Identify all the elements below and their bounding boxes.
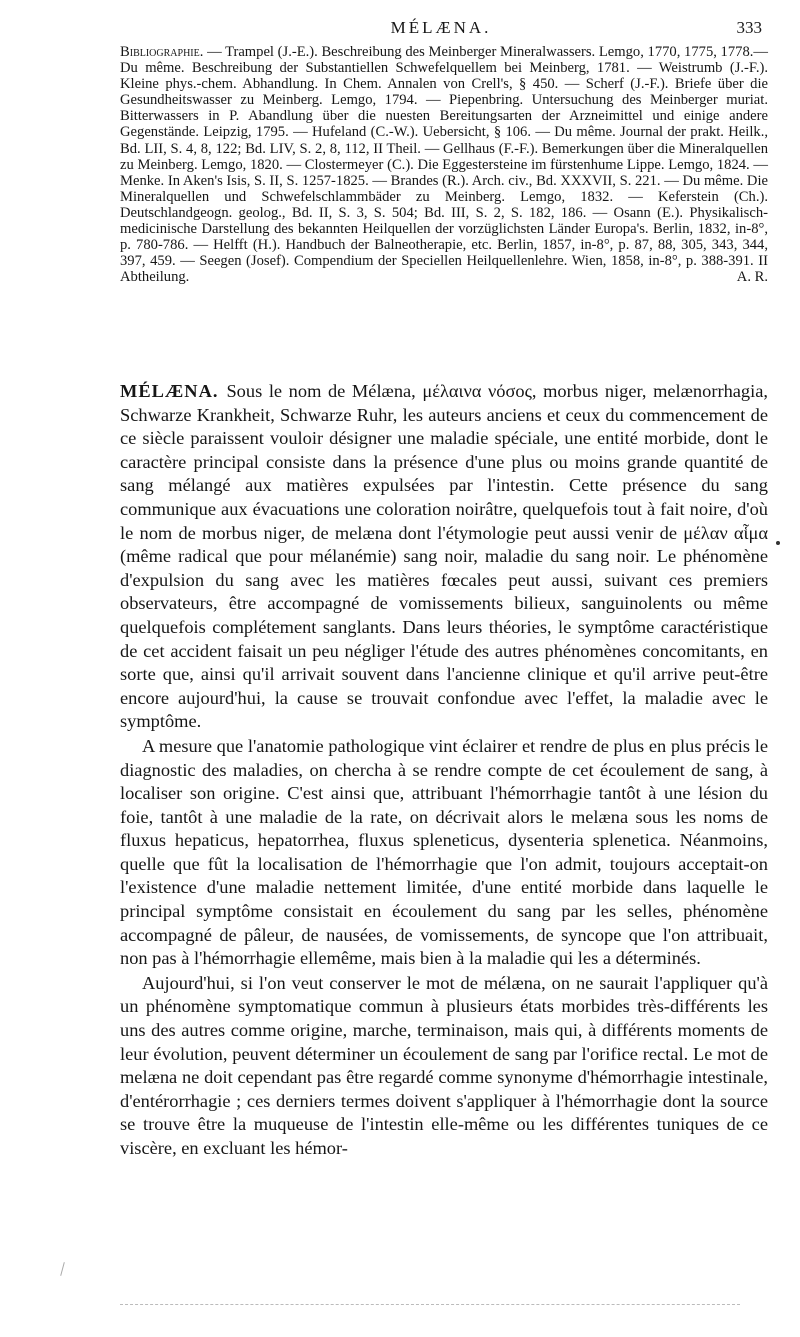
running-title: MÉLÆNA. (390, 18, 492, 37)
bibliography-block (120, 44, 768, 285)
article-paragraph-3: Aujourd'hui, si l'on veut conserver le mot de mélæna, on ne saurait l'appliquer qu'à un phénomène symptomatique commun à plusieurs états morbides très-différents les uns des autres comme origine, marche, terminaison, mais qui, à différents moments de leur évolution, peuvent déterminer un écoulement de sang par l'orifice rectal. Le mot de melæna ne doit cependant pas être regardé comme synonyme d'hémorrhagie intestinale, d'entérorrhagie ; ces derniers termes doivent s'appliquer à l'hémorrhagie dont la source se trouve être la muqueuse de l'intestin elle-même ou les différentes tuniques de ce viscère, en excluant les hémor- (120, 972, 768, 1158)
scan-mark (60, 1262, 65, 1276)
bibliography-label: Bibliographie. (120, 44, 204, 60)
article-paragraph-1-text: Sous le nom de Mélæna, μέλαινα νόσος, morbus niger, melænorrhagia, Schwarze Krankheit, Schwarze Ruhr, les auteurs anciens et ceux du commencement de ce siècle paraissent vouloir désigner une maladie spéciale, une entité morbide, dont le caractère principal consiste dans la présence d'une plus ou moins grande quantité de sang mélangé aux matières expulsées par l'intestin. Cette présence du sang communique aux évacuations une coloration noirâtre, quelquefois tout à fait noire, d'où le nom de morbus niger, de melæna dont l'étymologie peut aussi venir de μέλαν αἷμα (même radical que pour mélanémie) sang noir, maladie du sang noir. Le phénomène d'expulsion du sang avec les matières fœcales peut aussi, suivant ces premiers observateurs, être accompagné de vomissements bilieux, sanguinolents ou même quelquefois complétement sanglants. Dans leurs théories, le symptôme caractéristique de cet accident faisait un peu négliger l'étude des autres phénomènes concomitants, en sorte que, ainsi qu'il arrivait souvent dans l'ancienne clinique et qu'il arrive peut-être encore aujourd'hui, la cause se trouvait confondue avec l'effet, la maladie avec le symptôme. (120, 381, 768, 732)
bibliography-paragraph (120, 44, 768, 285)
article-body (120, 380, 768, 1161)
margin-mark (776, 541, 780, 545)
author-signature: A. R. (736, 269, 768, 286)
bibliography-text: — Trampel (J.-E.). Beschreibung des Meinberger Mineralwassers. Lemgo, 1770, 1775, 1778.—Du même. Beschreibung der Substantiellen Schwefelquellem bei Meinberg, 1781. — Weistrumb (J.-F.). Kleine phys.-chem. Abhandlung. In Chem. Annalen von Crell's, § 450. — Scherf (J.-F.). Briefe über die Gesundheitswasser zu Meinberg. Lemgo, 1794. — Piepenbring. Untersuchung des Meinberger muriat. Bitterwassers in P. Abandlung über die nuesten Bereitungsarten der Arzneimittel und einige andere Gegenstände. Leipzig, 1795. — Hufeland (C.-W.). Uebersicht, § 106. — Du même. Journal der prakt. Heilk., Bd. LII, S. 4, 8, 122; Bd. LIV, S. 2, 8, 112, II Theil. — Gellhaus (F.-F.). Bemerkungen über die Mineralquellen zu Meinberg. Lemgo, 1820. — Clostermeyer (C.). Die Eggestersteine im fürstenhume Lippe. Lemgo, 1824. — Menke. In Aken's Isis, S. II, S. 1257-1825. — Brandes (R.). Arch. civ., Bd. XXXVII, S. 221. — Du même. Die Mineralquellen und Schwefelschlammbäder zu Meinberg. Lemgo, 1832. — Keferstein (Ch.). Deutschlandgeogn. geolog., Bd. II, S. 3, S. 504; Bd. III, S. 2, S. 182, 186. — Osann (E.). Physikalisch-medicinische Darstellung des bekannten Heilquellen der vorzüglichsten Länder Europa's. Berlin, 1832, in-8°, p. 780-786. — Helfft (H.). Handbuch der Balneotherapie, etc. Berlin, 1857, in-8°, p. 87, 88, 305, 343, 344, 397, 459. — Seegen (Josef). Compendium der Speciellen Heilquellenlehre. Wien, 1858, in-8°, p. 388-391. II Abtheilung. (120, 44, 768, 286)
page-header (120, 16, 762, 46)
scan-footer-line (120, 1304, 740, 1305)
article-headword: MÉLÆNA. (120, 381, 219, 401)
article-paragraph-1 (120, 380, 768, 734)
page-number: 333 (736, 18, 762, 37)
article-paragraph-2: A mesure que l'anatomie pathologique vint éclairer et rendre de plus en plus précis le diagnostic des maladies, on chercha à se rendre compte de cet écoulement de sang, à localiser son origine. C'est ainsi que, attribuant l'hémorrhagie tantôt à une lésion du foie, tantôt à une maladie de la rate, on décrivait alors le melæna sous les noms de fluxus hepaticus, hepatorrhea, fluxus spleneticus, dysenteria splenetica. Néanmoins, quelle que fût la localisation de l'hémorrhagie que l'on admit, toujours acceptait-on l'existence d'une maladie nettement limitée, d'une entité morbide dans laquelle le principal symptôme consistait en écoulement du sang par les selles, phénomène accompagné de pâleur, de nausées, de vomissements, de syncope que l'on attribuait, non pas à l'hémorrhagie ellemême, mais bien à la maladie qui les a déterminés. (120, 735, 768, 969)
